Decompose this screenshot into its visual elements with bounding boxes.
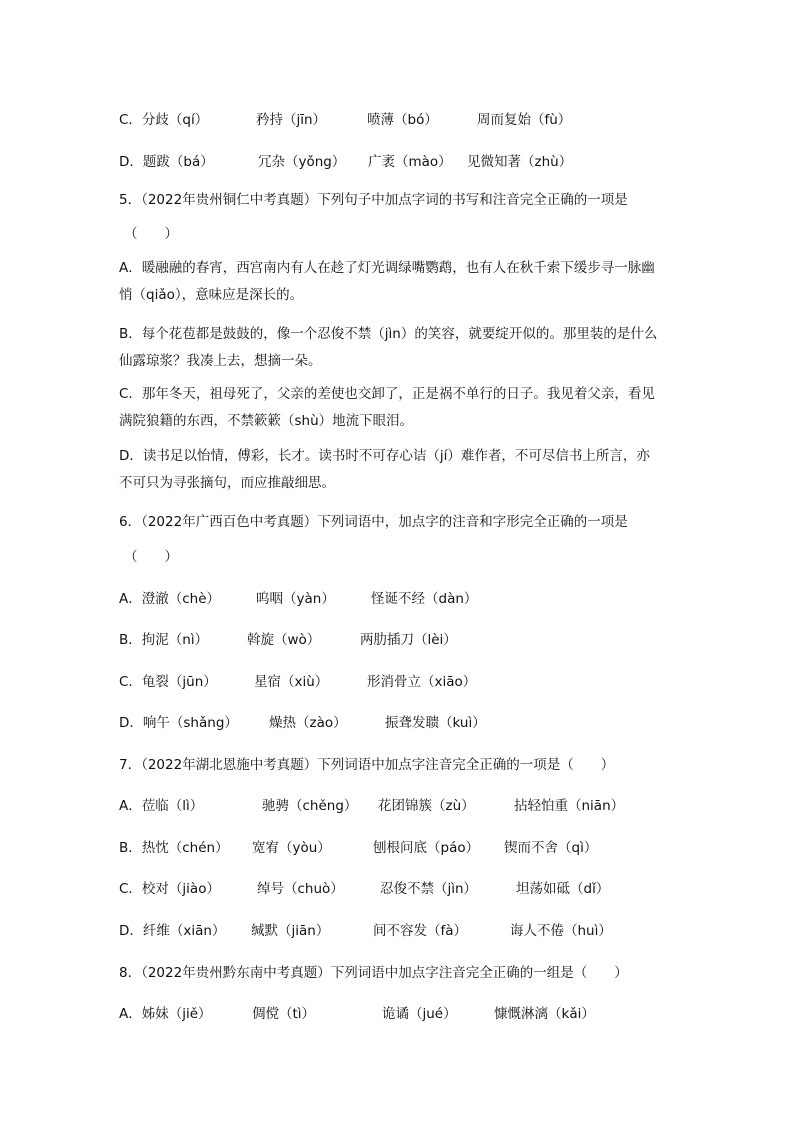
q5-b-line-1: B．每个花苞都是鼓鼓的，像一个忍俊不禁（jìn）的笑容，就要绽开似的。那里装的是什么 [119,326,658,342]
q7-b-item-4: 锲而不舍（qì） [504,840,598,856]
q7-c-item-4: 坦荡如砥（dǐ） [516,881,610,897]
q7-a-item-3: 花团锦簇（zù） [378,798,475,814]
q6-a-item-1: A．澄澈（chè） [119,591,221,607]
q5-option-d [119,446,679,494]
q6-d-item-2: 燥热（zào） [269,715,347,731]
q7-d-item-2: 缄默（jiān） [251,923,330,939]
q8-a-item-4: 慷慨淋漓（kǎi） [494,1006,595,1022]
q6-answer-paren: （ ） [124,549,178,565]
q4-d-item-3: 广袤（mào） [368,154,452,170]
q7-b-item-1: B．热忱（chén） [119,840,229,856]
q7-a-item-4: 拈轻怕重（niān） [514,798,625,814]
q7-d-item-1: D．纤维（xiān） [119,923,226,939]
q5-a-line-1: A．暖融融的春宵，西宫南内有人在趁了灯光调绿嘴鹦鹉，也有人在秋千索下缓步寻一脉幽 [119,260,655,276]
q6-c-item-3: 形消骨立（xiāo） [367,674,477,690]
q7-c-item-2: 绰号（chuò） [257,881,344,897]
q5-option-a [119,258,679,306]
q7-stem: 7．（2022年湖北恩施中考真题）下列词语中加点字注音完全正确的一项是（ ） [119,757,615,773]
q5-option-c [119,384,679,432]
q6-b-item-2: 斡旋（wò） [247,632,321,648]
q5-d-line-1: D．读书足以怡情，傅彩，长才。读书时不可存心诘（jí）难作者，不可尽信书上所言，亦 [119,448,650,464]
q5-stem: 5．（2022年贵州铜仁中考真题）下列句子中加点字词的书写和注音完全正确的一项是 [119,192,628,208]
q5-c-line-1: C．那年冬天，祖母死了，父亲的差使也交卸了，正是祸不单行的日子。我见着父亲，看见 [119,386,655,402]
q6-b-item-3: 两肋插刀（lèi） [360,632,457,648]
q7-b-item-3: 刨根问底（páo） [373,840,480,856]
q6-a-item-3: 怪诞不经（dàn） [371,591,478,607]
q7-c-item-1: C．校对（jiào） [119,881,220,897]
q5-c-line-2: 满院狼籍的东西，不禁簌簌（shù）地流下眼泪。 [119,413,414,429]
q7-d-item-4: 诲人不倦（huì） [510,923,612,939]
q5-a-line-2: 悄（qiǎo），意味应是深长的。 [119,287,304,303]
q6-a-item-2: 呜咽（yàn） [256,591,335,607]
q4-d-item-2: 冗杂（yǒng） [258,154,346,170]
q6-b-item-1: B．拘泥（nì） [119,632,209,648]
q8-a-item-2: 倜傥（tì） [252,1006,316,1022]
q8-stem: 8．（2022年贵州黔东南中考真题）下列词语中加点字注音完全正确的一组是（ ） [119,965,628,981]
q6-d-item-1: D．响午（shǎng） [119,715,238,731]
q8-a-item-3: 诡谲（jué） [382,1006,457,1022]
q7-d-item-3: 间不容发（fà） [373,923,468,939]
q6-c-item-1: C．龟裂（jūn） [119,674,217,690]
q4-d-item-4: 见微知著（zhù） [467,154,573,170]
q4-c-item-3: 喷薄（bó） [367,112,438,128]
q5-answer-paren: （ ） [124,226,178,242]
q8-a-item-1: A．姊妹（jiě） [119,1006,212,1022]
q4-c-item-1: C．分歧（qí） [119,112,209,128]
q5-option-b [119,324,679,372]
q6-d-item-3: 振聋发聩（kuì） [385,715,486,731]
q5-d-line-2: 不可只为寻张摘句，而应推敲细思。 [119,475,335,491]
q4-d-item-1: D．题跋（bá） [119,154,214,170]
q7-c-item-3: 忍俊不禁（jìn） [380,881,478,897]
q7-b-item-2: 宽宥（yòu） [252,840,331,856]
q5-b-line-2: 仙露琼浆？我凑上去，想摘一朵。 [119,353,322,369]
q4-c-item-4: 周而复始（fù） [477,112,572,128]
q6-stem: 6．（2022年广西百色中考真题）下列词语中，加点字的注音和字形完全正确的一项是 [119,514,628,530]
q7-a-item-2: 驰骋（chěng） [262,798,358,814]
q6-c-item-2: 星宿（xiù） [254,674,329,690]
q4-c-item-2: 矜持（jīn） [256,112,327,128]
q7-a-item-1: A．莅临（lì） [119,798,204,814]
